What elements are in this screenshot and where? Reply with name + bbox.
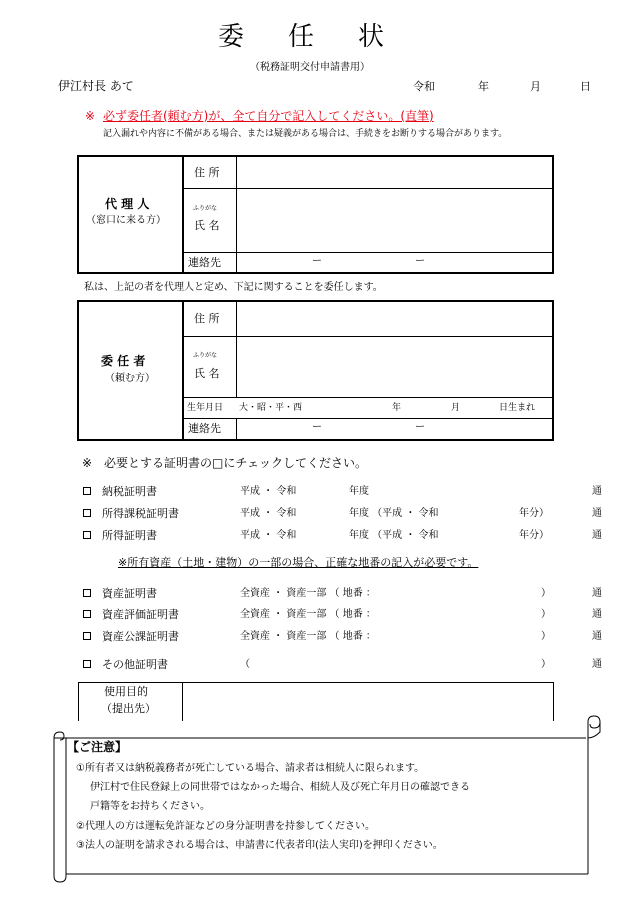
asset-cert-checkbox[interactable] <box>83 589 91 597</box>
principal-birth-year: 年 <box>392 403 402 413</box>
agent-contact-field[interactable] <box>238 254 552 271</box>
principal-label: 委 任 者 <box>101 354 146 368</box>
income-tax-cert-label: 所得課税証明書 <box>102 507 179 520</box>
purpose-label-2: （提出先） <box>101 702 156 715</box>
principal-address-label: 住 所 <box>194 312 220 325</box>
delegation-text: 私は、上記の者を代理人と定め、下記に関することを委任します。 <box>84 282 383 293</box>
notice-sub: 記入漏れや内容に不備がある場合、または疑義がある場合は、手続きをお断りする場合があります。 <box>103 129 508 139</box>
principal-address-field[interactable] <box>238 303 552 335</box>
asset-cert-close: ） <box>541 588 551 599</box>
asset-valuation-cert-unit: 通 <box>592 609 602 620</box>
title-char-2: 任 <box>288 22 315 52</box>
income-tax-cert-unit: 通 <box>592 508 602 519</box>
asset-valuation-cert-checkbox[interactable] <box>83 610 91 618</box>
asset-notice: ※所有資産（土地・建物）の一部の場合、正確な地番の記入が必要です。 <box>118 556 479 569</box>
principal-furigana-label: ふりがな <box>193 352 218 359</box>
agent-contact-dash-1: ー <box>312 256 322 267</box>
notice-main: 必ず委任者(頼む方)が、全て自分で記入してください。(直筆) <box>103 109 434 123</box>
other-cert-unit: 通 <box>592 659 602 670</box>
tax-cert-label: 納税証明書 <box>102 485 157 498</box>
principal-contact-field[interactable] <box>238 420 552 438</box>
other-cert-open: （ <box>240 659 250 670</box>
tax-cert-checkbox[interactable] <box>83 487 91 495</box>
principal-birth-label: 生年月日 <box>187 403 224 413</box>
asset-valuation-cert-close: ） <box>541 609 551 620</box>
tax-cert-year: 年度 <box>349 486 369 497</box>
agent-label-sub: （窓口に来る方） <box>86 215 166 226</box>
income-cert-era: 平成 ・ 令和 <box>240 530 297 541</box>
caution-item-3: ③法人の証明を請求される場合は、申請書に代表者印(法人実印)を押印ください。 <box>76 840 443 851</box>
date-era: 令和 <box>413 80 435 93</box>
income-tax-cert-era: 平成 ・ 令和 <box>240 508 297 519</box>
asset-cert-scope: 全資産 ・ 資産一部 （ 地番 ： <box>240 588 376 599</box>
principal-name-label: 氏 名 <box>194 367 220 380</box>
subtitle: （税務証明交付申請書用） <box>250 62 370 73</box>
addressee: 伊江村長 あて <box>58 79 134 93</box>
agent-address-field[interactable] <box>238 158 552 187</box>
agent-name-label: 氏 名 <box>194 219 220 232</box>
caution-item-1: ①所有者又は納税義務者が死亡している場合、請求者は相続人に限られます。 <box>76 763 425 774</box>
income-cert-extra: 年分） <box>519 530 549 541</box>
asset-tax-cert-label: 資産公課証明書 <box>102 630 179 643</box>
principal-contact-dash-1: ー <box>312 422 322 433</box>
agent-name-field[interactable] <box>238 190 552 251</box>
asset-tax-cert-checkbox[interactable] <box>83 632 91 640</box>
other-cert-checkbox[interactable] <box>83 660 91 668</box>
income-cert-label: 所得証明書 <box>102 529 157 542</box>
caution-item-2: ②代理人の方は運転免許証などの身分証明書を持参してください。 <box>76 821 375 832</box>
principal-birth-month: 月 <box>451 403 461 413</box>
caution-scroll <box>48 714 604 884</box>
caution-item-1-cont: 伊江村で住民登録上の同世帯ではなかった場合、相続人及び死亡年月日の確認できる <box>90 782 470 793</box>
income-cert-unit: 通 <box>592 530 602 541</box>
principal-name-field[interactable] <box>238 338 552 396</box>
principal-birth-eras: 大・昭・平・西 <box>239 403 303 413</box>
notice-mark: ※ <box>85 109 96 123</box>
asset-cert-unit: 通 <box>592 588 602 599</box>
title-char-1: 委 <box>218 22 245 52</box>
asset-valuation-cert-scope: 全資産 ・ 資産一部 （ 地番 ： <box>240 609 376 620</box>
income-tax-cert-extra: 年分） <box>519 508 549 519</box>
title-char-3: 状 <box>358 22 385 52</box>
date-year: 年 <box>478 80 489 93</box>
asset-valuation-cert-label: 資産評価証明書 <box>102 608 179 621</box>
date-day: 日 <box>580 80 591 93</box>
purpose-label-1: 使用目的 <box>104 685 148 698</box>
agent-label: 代 理 人 <box>105 197 150 211</box>
principal-label-sub: （頼む方） <box>105 373 155 384</box>
other-cert-close: ） <box>541 659 551 670</box>
income-cert-checkbox[interactable] <box>83 531 91 539</box>
asset-cert-label: 資産証明書 <box>102 587 157 600</box>
principal-contact-dash-2: ー <box>415 422 425 433</box>
income-tax-cert-checkbox[interactable] <box>83 509 91 517</box>
income-cert-year: 年度 （平成 ・ 令和 <box>349 530 439 541</box>
page-title <box>218 24 384 50</box>
caution-item-1-cont-2: 戸籍等をお持ちください。 <box>90 801 210 812</box>
principal-birth-day: 日生まれ <box>499 403 536 413</box>
date-month: 月 <box>530 80 541 93</box>
agent-contact-label: 連絡先 <box>188 256 221 269</box>
caution-heading: 【ご注意】 <box>67 740 128 754</box>
principal-contact-label: 連絡先 <box>188 422 221 435</box>
agent-furigana-label: ふりがな <box>193 205 218 212</box>
check-instruction: ※ 必要とする証明書の□にチェックしてください。 <box>82 456 368 470</box>
income-tax-cert-year: 年度 （平成 ・ 令和 <box>349 508 439 519</box>
tax-cert-era: 平成 ・ 令和 <box>240 486 297 497</box>
agent-contact-dash-2: ー <box>415 256 425 267</box>
asset-tax-cert-unit: 通 <box>592 631 602 642</box>
asset-tax-cert-scope: 全資産 ・ 資産一部 （ 地番 ： <box>240 631 376 642</box>
agent-address-label: 住 所 <box>194 166 220 179</box>
asset-tax-cert-close: ） <box>541 631 551 642</box>
other-cert-label: その他証明書 <box>102 658 168 671</box>
tax-cert-unit: 通 <box>592 486 602 497</box>
